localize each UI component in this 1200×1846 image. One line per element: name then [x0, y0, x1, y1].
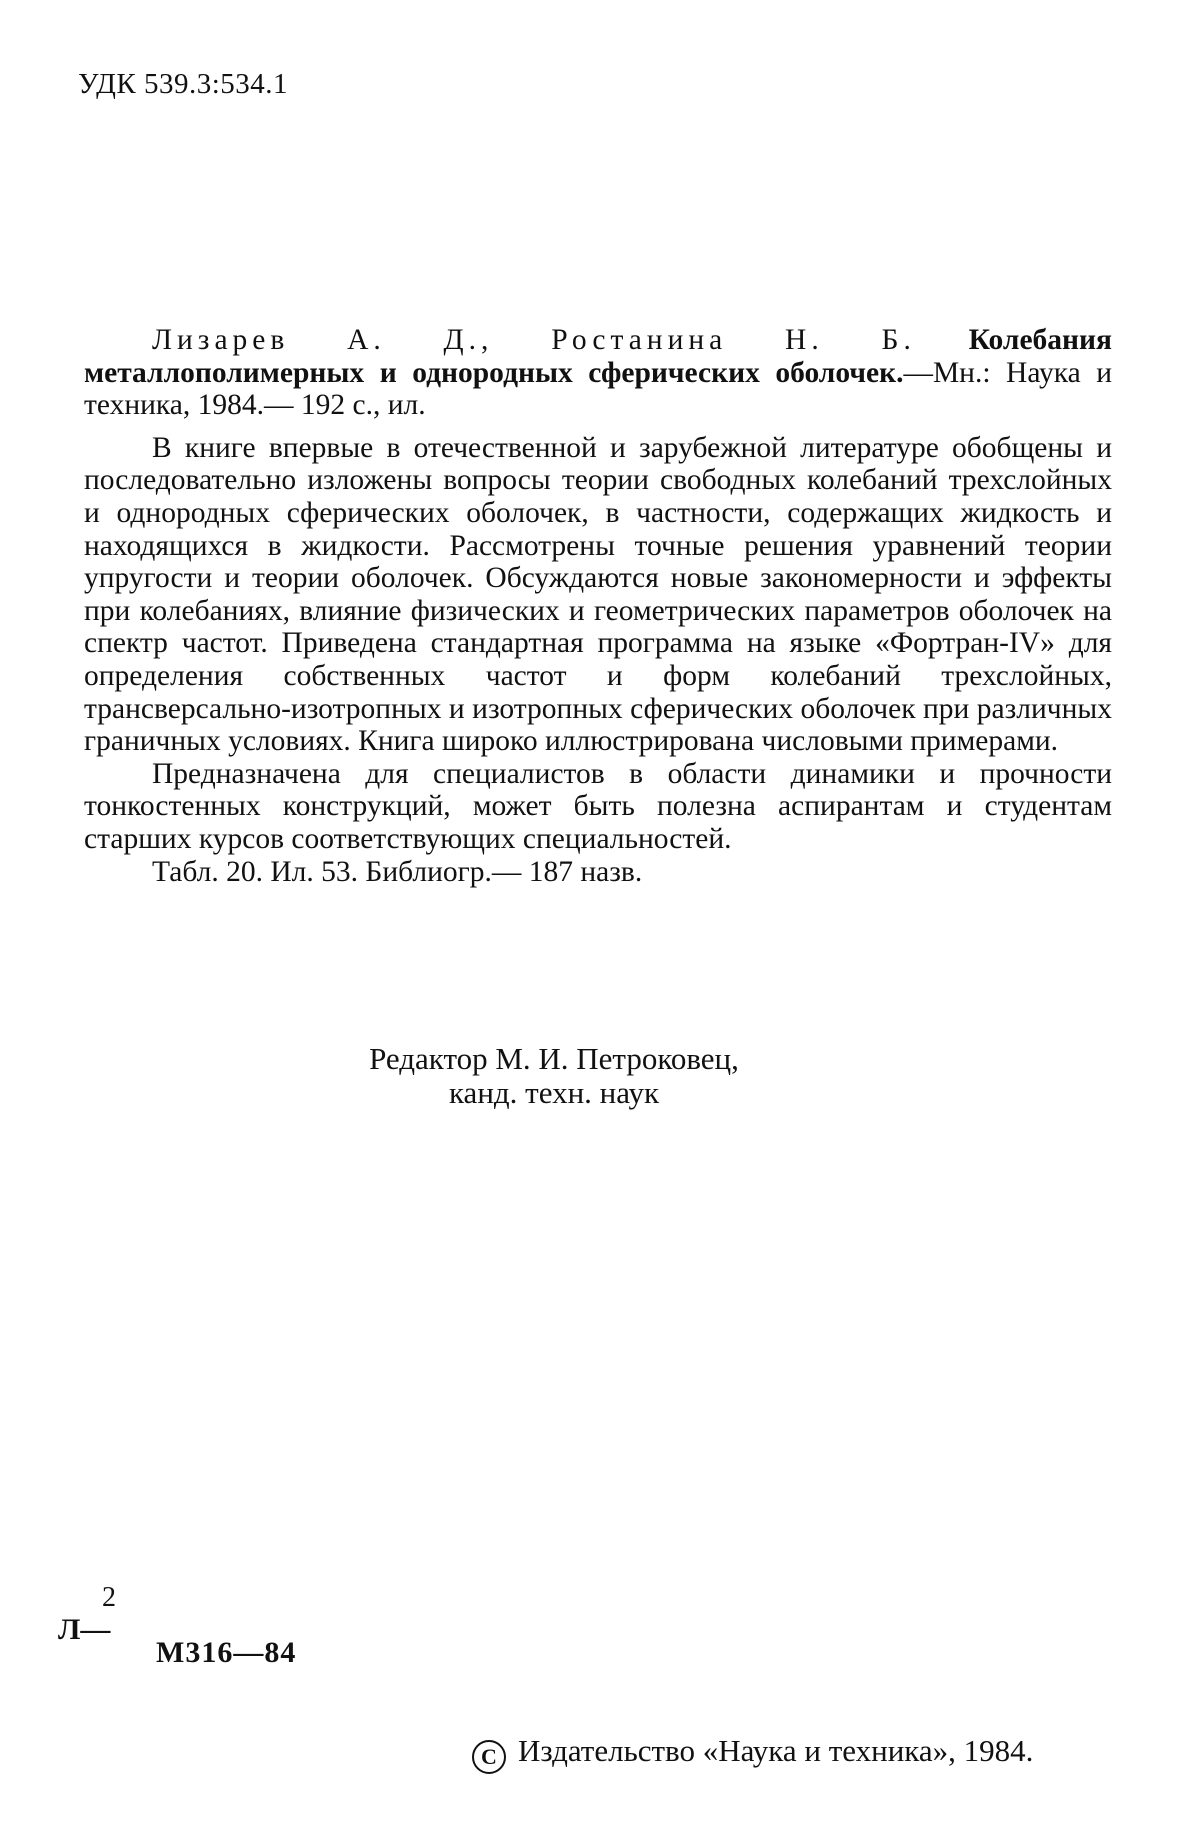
editor-name: Редактор М. И. Петроковец,: [369, 1041, 739, 1076]
index-superscript: 2: [102, 1582, 116, 1613]
editor-block: [0, 1042, 1108, 1110]
annotation-paragraph-1: В книге впервые в отечественной и зарубежной литературе обобщены и последовательно изложены вопросы теории свободных колебаний трехслойных и однородных сферических оболочек, в частности, содержащих жидкость и находящихся в жидкости. Рассмотрены точные решения уравнений теории упругости и теории оболочек. Обсуждаются новые закономерности и эффекты при колебаниях, влияние физических и геометрических параметров оболочек на спектр частот. Приведена стандартная программа на языке «Фортран-IV» для определения собственных частот и форм колебаний трехслойных, трансверсально-изотропных и изотропных сферических оболочек при различных граничных условиях. Книга широко иллюстрирована числовыми примерами.: [84, 431, 1112, 758]
editor-degree: канд. техн. наук: [448, 1075, 660, 1110]
book-title: Колебания металлополимерных и однородных сферических оболочек.: [84, 324, 1112, 389]
copyright-icon: C: [472, 1740, 506, 1774]
annotation-block: [84, 324, 1112, 888]
copyright-text: Издательство «Наука и техника», 1984.: [518, 1733, 1034, 1768]
index-letter: Л—: [58, 1613, 111, 1646]
bibliography-stats: Табл. 20. Ил. 53. Библиогр.— 187 назв.: [152, 855, 643, 888]
copyright-line: [472, 1733, 1033, 1774]
annotation-paragraph-2: Предназначена для специалистов в области динамики и прочности тонкостенных конструкций, может быть полезна аспирантам и студентам старших курсов соответствующих специальностей.: [84, 757, 1112, 855]
imprint: —Мн.: Наука и техника, 1984.— 192 с., ил.: [84, 356, 1112, 422]
index-code: М316—84: [156, 1636, 297, 1669]
udk-code: УДК 539.3:534.1: [78, 68, 289, 100]
authors: Лизарев А. Д., Ростанина Н. Б.: [152, 324, 916, 356]
bibliographic-record: [84, 324, 1112, 422]
